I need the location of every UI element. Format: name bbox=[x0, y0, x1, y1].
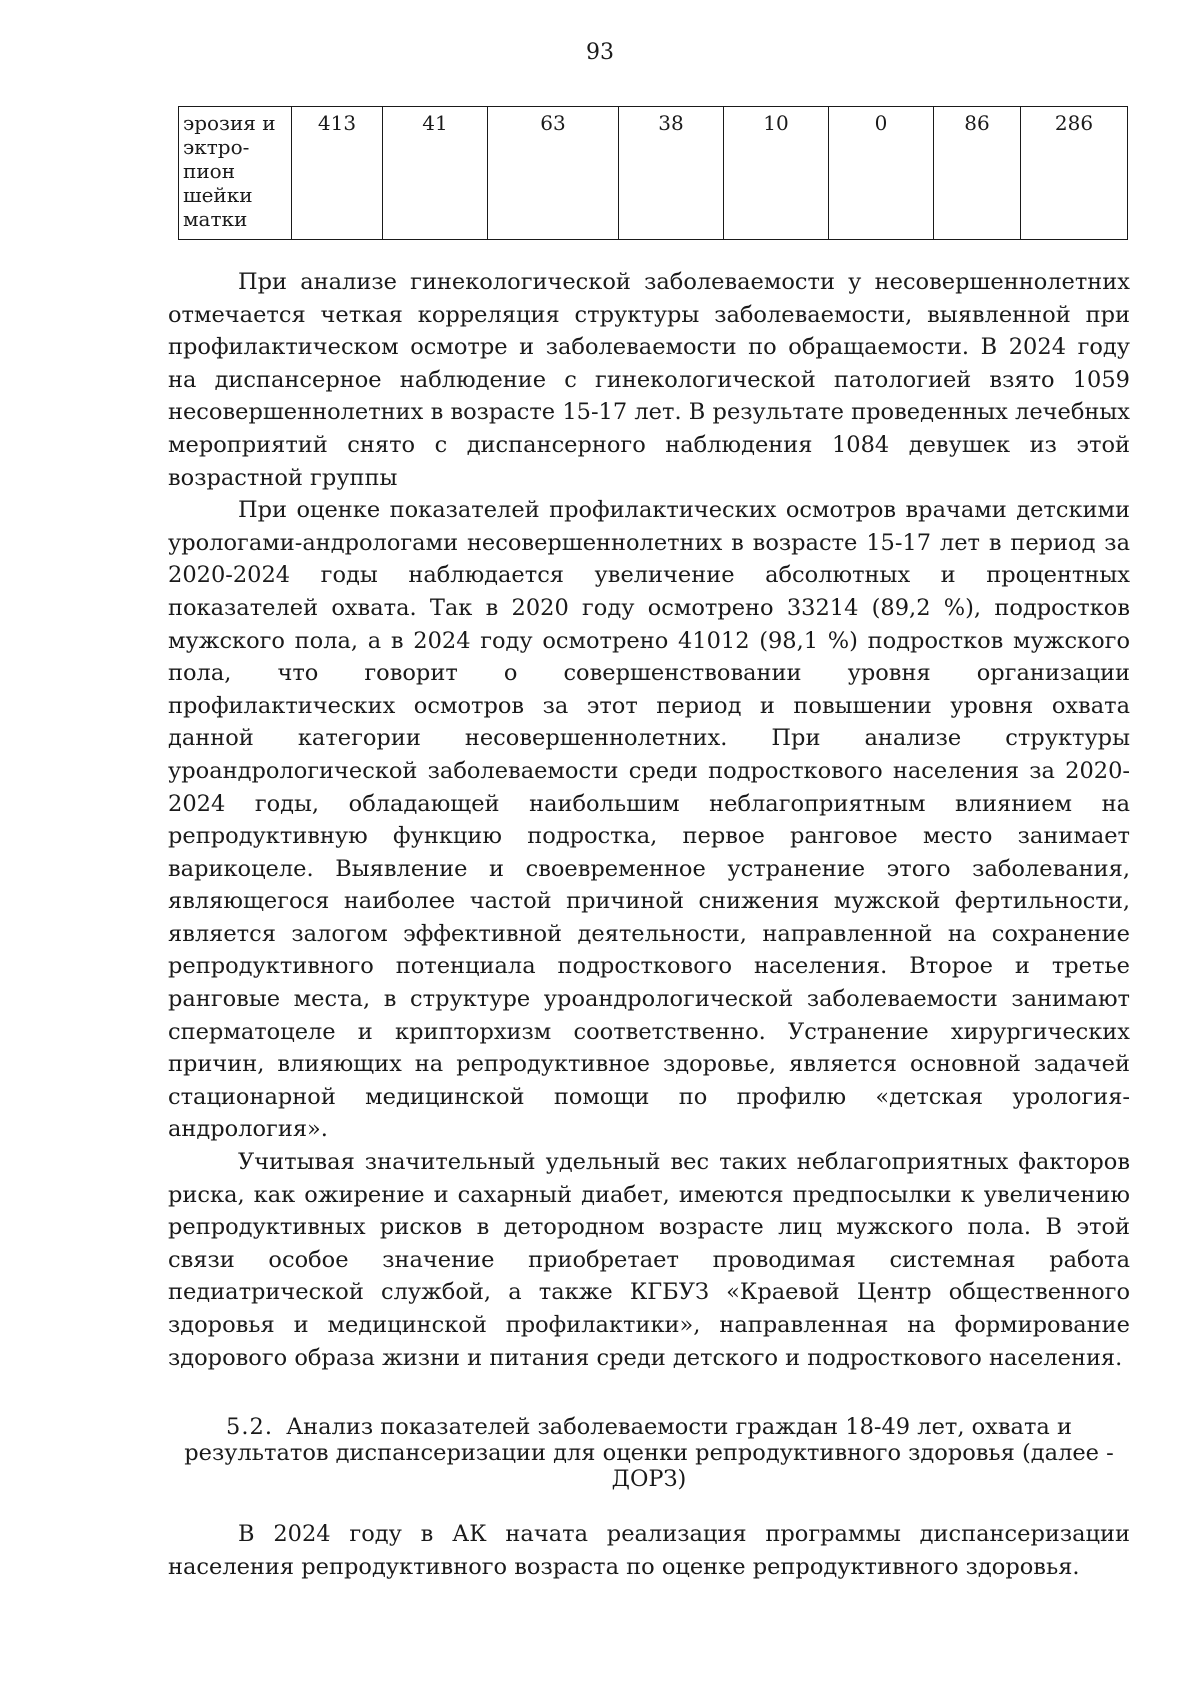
table-cell: 10 bbox=[724, 107, 829, 240]
paragraph-dorz: В 2024 году в АК начата реализация программы диспансеризации населения репродуктивного возраста по оценке репродуктивного здоровья. bbox=[168, 1521, 1130, 1580]
row-label-line: эктро- bbox=[183, 135, 250, 159]
row-label-line: шейки bbox=[183, 183, 253, 207]
row-label-line: эрозия и bbox=[183, 111, 276, 135]
section-heading bbox=[168, 1414, 1130, 1492]
table-cell: 0 bbox=[829, 107, 934, 240]
paragraph-risk-factors: Учитывая значительный удельный вес таких неблагоприятных факторов риска, как ожирение и сахарный диабет, имеются предпосылки к увеличению репродуктивных рисков в детородном возрасте лиц мужского пола. В этой связи особое значение приобретает проводимая системная работа педиатрической службой, а также КГБУЗ «Краевой Центр общественного здоровья и медицинской профилактики», направленная на формирование здорового образа жизни и питания среди детского и подросткового населения. bbox=[168, 1149, 1130, 1371]
row-label-line: пион bbox=[183, 159, 236, 183]
table-cell: 86 bbox=[934, 107, 1021, 240]
page-number: 93 bbox=[586, 40, 614, 65]
section-number: 5.2. bbox=[226, 1414, 273, 1440]
row-label-line: матки bbox=[183, 207, 248, 231]
morbidity-table bbox=[178, 106, 1128, 240]
table-cell: 41 bbox=[383, 107, 488, 240]
table-cell: 38 bbox=[619, 107, 724, 240]
table-row bbox=[179, 107, 1128, 240]
table-cell: 286 bbox=[1021, 107, 1128, 240]
paragraph-urology: При оценке показателей профилактических осмотров врачами детскими урологами-андрологами несовершеннолетних в возрасте 15-17 лет в период за 2020-2024 годы наблюдается увеличение абсолютных и процентных показателей охвата. Так в 2020 году осмотрено 33214 (89,2 %), подростков мужского пола, а в 2024 году осмотрено 41012 (98,1 %) подростков мужского пола, что говорит о совершенствовании уровня организации профилактических осмотров за этот период и повышении уровня охвата данной категории несовершеннолетних. При анализе структуры уроандрологической заболеваемости среди подросткового населения за 2020-2024 годы, обладающей наибольшим неблагоприятным влиянием на репродуктивную функцию подростка, первое ранговое место занимает варикоцеле. Выявление и своевременное устранение этого заболевания, являющегося наиболее частой причиной снижения мужской фертильности, является залогом эффективной деятельности, направленной на сохранение репродуктивного потенциала подросткового населения. Второе и третье ранговые места, в структуре уроандрологической заболеваемости занимают сперматоцеле и крипторхизм соответственно. Устранение хирургических причин, влияющих на репродуктивное здоровье, является основной задачей стационарной медицинской помощи по профилю «детская урология-андрология». bbox=[168, 497, 1130, 1143]
paragraph-gynecology: При анализе гинекологической заболеваемости у несовершеннолетних отмечается четкая корреляция структуры заболеваемости, выявленной при профилактическом осмотре и заболеваемости по обращаемости. В 2024 году на диспансерное наблюдение с гинекологической патологией взято 1059 несовершеннолетних в возрасте 15-17 лет. В результате проведенных лечебных мероприятий снято с диспансерного наблюдения 1084 девушек из этой возрастной группы bbox=[168, 269, 1130, 491]
table-cell: 413 bbox=[292, 107, 383, 240]
final-text bbox=[168, 1518, 1130, 1583]
section-title: Анализ показателей заболеваемости граждан 18-49 лет, охвата и результатов диспансеризации для оценки репродуктивного здоровья (далее - ДОРЗ) bbox=[184, 1414, 1114, 1492]
table-cell: 63 bbox=[488, 107, 619, 240]
table-row-label bbox=[179, 107, 292, 240]
body-text bbox=[168, 266, 1130, 1374]
